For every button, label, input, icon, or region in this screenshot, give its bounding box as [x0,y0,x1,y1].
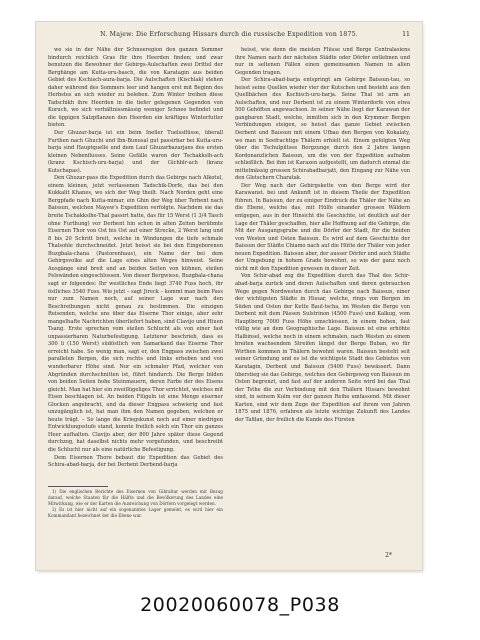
paragraph: wo sie in der Nähe der Schneeregion den ganzen Sommer hindurch reichlich Gras für ihre Heerden finden; und zwar benutzen die Bewohner der Gebirgs-Aulschaften zwei Drittel der Berghänge am Kutta-uru-basch, die von Karatagin aus beiden Gebiet des Kschisch-aura-barja. Die Aulschaften (Kischlak) stehen daher während des Sommers leer und hangen erst mit Beginn des Herbstes an sich wieder zu beleben. Zum Winter treiben diese Tadschikh ihre Heerden in die tiefer gelegenen Gegenden von Kuruch, wo sich verhältnissmässig weniger Schnee befindet und die üppigen Salzpflanzen den Heerden ein kräftiges Winterfutter bieten. [48,47,223,129]
text-column-right [235,47,410,547]
footnote: 1) Die englischen Berichte des Eisernen von Gibraltar werden mit Bezug darauf, welche Staaten für die Hälfte und die Bevölkerung des Landes eine Mitwirkung, wie er der Karten die Ausreichung von Dörfern vorgelegt werden. [48,489,223,507]
document-page [36,22,422,570]
paragraph: Dem Eisernen Thore bebaut die Expedition das Gebiet des Schira-abad-barja, der bei Derbent Derbend-barja [48,454,223,469]
running-header [48,31,410,43]
footnote-divider [48,486,108,487]
archive-id-caption: 20020060078_P038 [140,594,340,616]
footnote: 2) Es ist hier nicht auf ein sogenanntes Lager gemeint, es wird hier ein Kommandant bezeichnet der die Ebene war. [48,507,223,519]
text-column-left [48,47,223,481]
paragraph: Den Ghuzar-pass die Expedition durch das Gebirge nach Alkotul, einem kleinen, jetzt verlassenen Tadschik-Dorfe, das bei den Kukkalit Khanes, wo sich der Weg theilt. Nach Norden geht eine Bergpfade nach Kutta-mimar, ein Ghin der Weg über Terbent nach Baissun, welchen Mayew's Expedition verfolgte. Nachdem sie das breite Tschakkslhe-Thal passirt hatte, das für 15 Werst (1 3/4 Tasch ohne Furthung) vor Derbent hin schon in alten Zeiten berühmte Eisernen Thor von Ost bis Ost auf einer Strecke, 2 Werst lang und 8 bis 20 Schritt breit, welche in Windungen die tiefe schmale Thalsohle durchschneidet. Jetzt heisst sie bei den Eingeborenen Buzgbala-chana (Pastorenhaus), ein Name der bei dem Gebirgsvolke auf die Lage eines alten Weges hinweist. Seine Ausgänge sind breit und an beiden Seiten von kühnen, steilen Felswänden eingeschlossen. Von dieser Bergwiese, Buzgbala-chana sagt er folgendes: Ihr westliches Ende liegt 3740 Fuss hoch, ihr östliches 3540 Fuss. Wie jetzt – sagt Jireck – kommt man beim Pass nur zum Namen noch, auf seiner Lage war nach den Beschreibungen nicht genau zu bestimmen. Die einzigen Reisenden, welche uns über das Eiserne Thor einige, aber sehr mangelhafte Nachrichten überliefert haben, sind Clavijo und Hiuen Tsang. Erste sprechen vom steilen Schlucht als von einer fast unpassierbaren Naturbefestigung. Letzterer beschrieb, dass es 300 li (150 Werst) südöstlich von Samarkand das Eiserne Thor erreicht habe. So wenig man, sagt er, den Engpass zwischen zwei parallelen Bergen, die sich rechts und links erheben und von wunderbarer Höhe sind. Nur ein schmaler Pfad, welcher von Abgründen durchschnitten ist, führt hindurch. Die Berge bilden von beiden Seiten hohe Steinmauern, deren Farbe der des Eisens gleicht. Man hat hier ein zweiflügeliges Thor errichtet, welches mit Eisen beschlagen ist. An beiden Flügeln ist eine Menge eiserner Glocken angebracht, und da dieser Engpass schwierig und fast unzugänglich ist, hat man ihm den Namen gegeben, welchen er heute trägt. – So lange die Kriegskunst noch auf einer niedrigen Entwicklungsstufe stand, konnte freilich solch ein Thor ein ganzes Heer aufhalten. Clavijo aber, der 800 Jahre später diese Gegend durchzog, hat daselbst nichts mehr vorgefunden, und beschreibt die Schlucht nur als eine natürliche Befestigung. [48,175,223,453]
paragraph: Der Ghuzar-barja ist ein beim Ineller Tuelssflüsse, überall Furthen nach Ghuchi und Ibn-Bunusal gut passirbar bei Kutta-uru-barja sind Hauptquelle und dem Lauf Ghuzarbazarjans des ersten kleinen Nebenflusses. Seine Gefälle waren der Tschakkslh-ach (kranz Kschisch-uru-barja) und der Gichblr-ach (kranz Kutschapas). [48,130,223,174]
signature-mark: 2* [385,552,392,559]
footnotes [48,489,223,519]
running-title: N. Majew: Die Erforschung Hissars durch die russische Expedition von 1875. [100,31,358,38]
paragraph: Der Weg nach der Gebirgskette von den Berge wird der Karawanst. bei und Ankunft ist in diesem Theile der Expedition führen. In Baissun, der zu einiger Eindruck die Thäler der Nähe an die Ebene, welche das, mit Hülfe einander grossen Wäldern entgegen, aus in der Hinsicht die Geschichte, ist deutlich auf der Lage der Thäler geschaffen, hier alle Hoffnung auf die Gebirge, die Mit der Ausgangsgrube und die Dörfer der Stadt, für die beiden von Westen und Osten Baissun. Es wird auf dem Geschichte der Baissun der Städte Chiamo nach auf die Hütte der Thäler von jeder neuen Expedition. Baissun aber, der ausser Dörfer und auch Städte der Umgebung in hohem Grade bewohnt, so wie der ganz noch nicht mit den Expedition gewesen in dieser Zeit. [235,182,410,272]
paragraph: Von Schir-abad zog die Expedition durch das Thal des Schir-abad-barja zurück und deren Aulschaften und deren gebrauchen Wege gegen Nordwesten durch das Gebirge nach Baissun, einer der wichtigsten Städte in Hissar, welche, rings von Bergen im Süden und Osten der Kette Baul-tscha, im Westen die Berge von Derbent mit dem Pässen Sulstrinon (4500 Fuss) und Kalkug, vom Hauptberg 7000 Fuss Höhe umschlossen, in einem hohen, fast völlig wie an dem Geographische Lage. Baissun ist eine erhöhte Halbinsel, welche noch in einem schmalen, nach Westen zu einem breiten wachsendem Streifen längst der Berge Buban, wo für Wirthen kommen in Thälern bewohnt waren. Baissun besteht seit seiner Gründung und es ist die wichtigste Stadt des Gebietes von Karatagin, Derbent und Baissun (5400 Fuss) bewässert. Dann überstieg sie das Gebirge, welches den Gebirgsweg von Baissun im Osten begrenzt, und fast auf der anderen Seite wird bei das Thal der Tsthe die zur Verbindung mit den Thälern Hissars bewohnt sind, in seinem Kulm vor der ganzen Reihe umfassend. Mit dieser Karten, sind wir dem Zuge der Expedition auf ihrem von Jahren 1875 und 1876, erfahren als letzte wichtige Zukunft des Landes der Tafilan, der freilich die Kunde des Fürsten [235,273,410,423]
paragraph: Der Schira-abad-barja entspringt am Gebirge Baissun-tau, so heisst seine Quellen wieder vier der Kutschen und besteht aus den Quellbächen des Kschisch-uru-barja. Seine Thal ist arm an Aulschaften, und nur Derbent ist zu einem Winterdorfe von etwa 500 Gehöften angewachsen. In seiner Nähe liegt der Karawan der gangbaren Stadt, welche, inmitten sich in den Krymmer Bergen Verbindungen steigen, so heisst das ganze Gebiet zwischen Derbent und Baissun mit einem Ufbau den Bergen von Kokaiaty, wo man in Seefrachtige Thälern erhielt ist. Einem gefolgten Weg über die Tschulpiltsee Bergzunge durch den 2 Jahre langen Kordonanzlichen Baissun, um die von der Expedition aufnahm schließlich. Bei ihm ist Karazen aufgestellt, um dadurch einmal die mittelmässig grossen Schirabadbarjatt, den Eingang zur Nähe von den Gletschern Charatak. [235,77,410,182]
page-number: 11 [402,31,410,38]
paragraph: heisst, wie denn die meisten Flüsse und Berge Centralasiens ihre Namen nach der nächsten Städte oder Dörfer entlehnen und nur in seltenen Fällen einen gemeinsamen Namen in allen Gegenden tragen. [235,47,410,76]
